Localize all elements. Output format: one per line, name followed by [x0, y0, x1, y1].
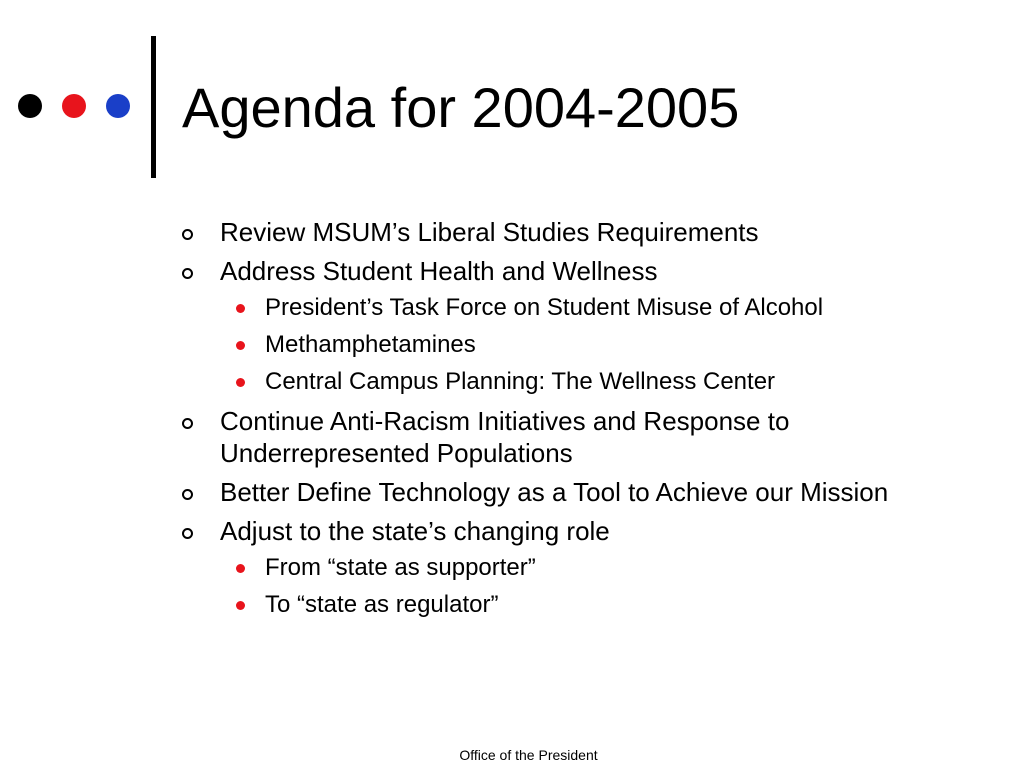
- agenda-item: [182, 405, 922, 469]
- agenda-subitem: [220, 366, 922, 398]
- ring-bullet-icon: [182, 418, 193, 429]
- agenda-item: [182, 255, 922, 398]
- agenda-item-text: Better Define Technology as a Tool to Achieve our Mission: [220, 477, 889, 507]
- agenda-item-text: Continue Anti-Racism Initiatives and Response to Underrepresented Populations: [220, 406, 790, 468]
- agenda-item-text: Review MSUM’s Liberal Studies Requirements: [220, 217, 759, 247]
- agenda-subitem: [220, 329, 922, 361]
- red-bullet-icon: [236, 378, 245, 387]
- agenda-list: [182, 216, 922, 628]
- agenda-subitem-text: President’s Task Force on Student Misuse of Alcohol: [265, 294, 824, 321]
- red-bullet-icon: [236, 304, 245, 313]
- red-bullet-icon: [236, 601, 245, 610]
- ring-bullet-icon: [182, 268, 193, 279]
- ring-bullet-icon: [182, 229, 193, 240]
- agenda-subitem-text: To “state as regulator”: [265, 591, 499, 618]
- ring-bullet-icon: [182, 528, 193, 539]
- agenda-item-text: Adjust to the state’s changing role: [220, 516, 610, 546]
- black-dot-icon: [18, 94, 42, 118]
- agenda-subitem-text: Methamphetamines: [265, 331, 476, 358]
- red-dot-icon: [62, 94, 86, 118]
- blue-dot-icon: [106, 94, 130, 118]
- agenda-subitem: [220, 589, 922, 621]
- red-bullet-icon: [236, 341, 245, 350]
- slide-footer: Office of the President: [459, 747, 598, 763]
- agenda-subitem-text: From “state as supporter”: [265, 554, 536, 581]
- agenda-subitem-text: Central Campus Planning: The Wellness Center: [265, 368, 776, 395]
- slide-title: Agenda for 2004-2005: [182, 76, 740, 139]
- agenda-item: [182, 216, 922, 248]
- ring-bullet-icon: [182, 489, 193, 500]
- decorative-dots: [18, 94, 150, 118]
- red-bullet-icon: [236, 564, 245, 573]
- agenda-subitem: [220, 292, 922, 324]
- agenda-item: [182, 476, 922, 508]
- agenda-sublist: [220, 552, 922, 621]
- agenda-item: [182, 515, 922, 621]
- agenda-item-text: Address Student Health and Wellness: [220, 256, 658, 286]
- agenda-subitem: [220, 552, 922, 584]
- agenda-sublist: [220, 292, 922, 398]
- title-divider: [151, 36, 156, 178]
